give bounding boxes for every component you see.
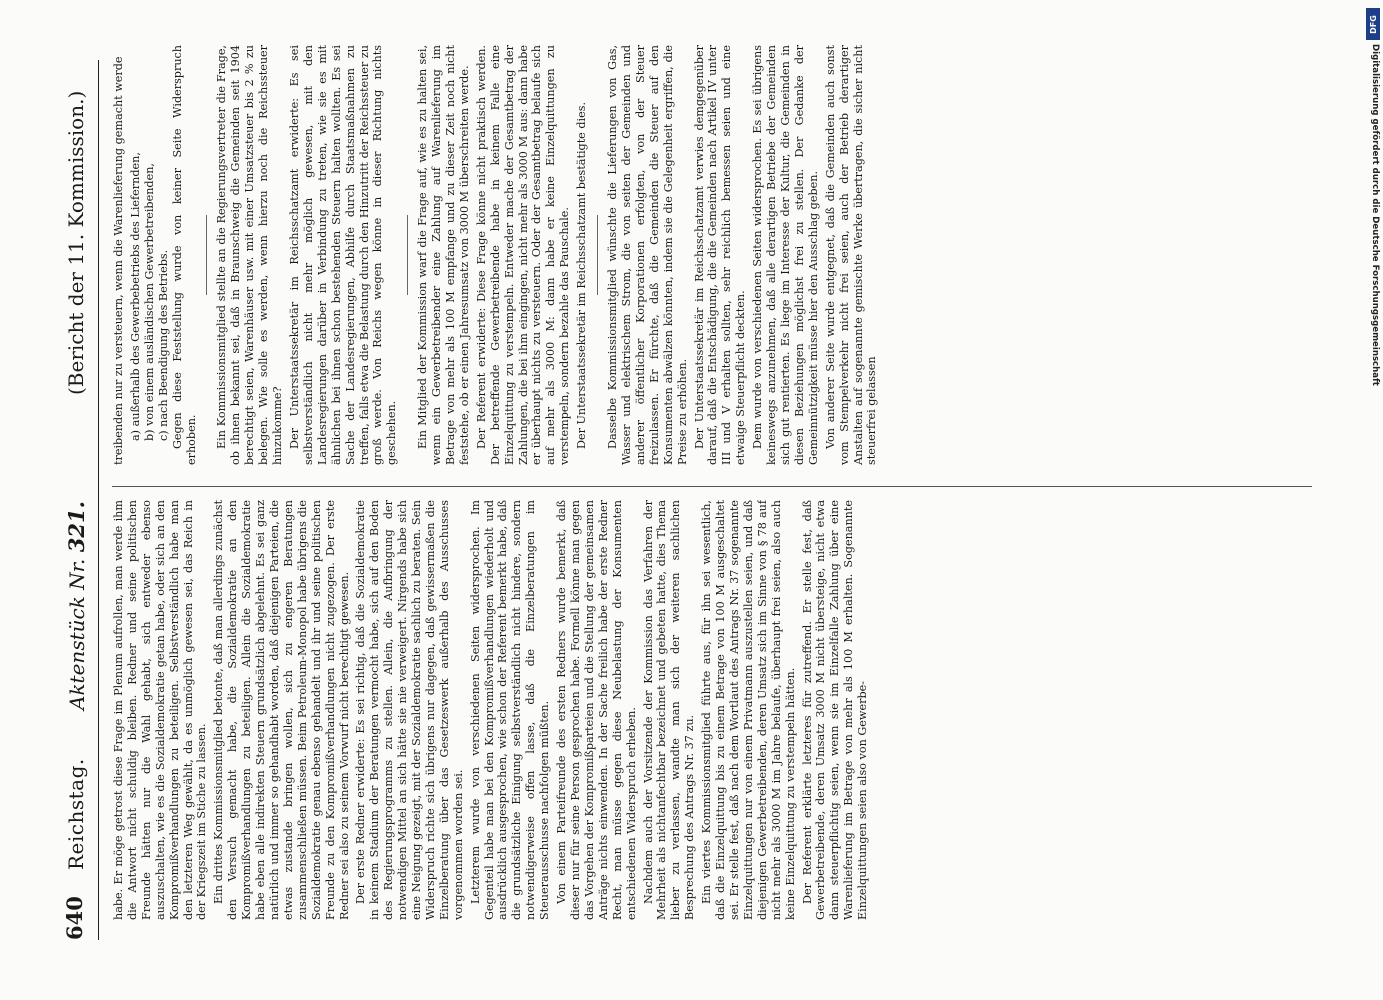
header-left-title: Reichstag. xyxy=(64,758,88,870)
page-number: 640 xyxy=(62,896,87,940)
paragraph: Ein Mitglied der Kommission warf die Frage auf, wie es zu halten sei, wenn ein Gewerbetreibender eine Zahlung auf Warenlieferung im Betrage von mehr als 100 M empfange und zu dieser Zeit noch nicht feststehe, ob er einen Jahresumsatz von 3000 M überschreiten werde. xyxy=(416,45,471,465)
paragraph: Von anderer Seite wurde entgegnet, daß die Gemeinden auch sonst vom Stempelverkehr nicht frei seien, auch der Betrieb derartiger Anstalten auf sogenannte gemischte Werke übertragen, die sicher nicht steuerfrei gelassen xyxy=(823,45,879,465)
right-text-column xyxy=(112,45,1312,465)
paragraph: Nachdem auch der Vorsitzende der Kommission das Verfahren der Mehrheit als nichtanfechtbar bezeichnet und gebeten hatte, dies Thema lieber zu verlassen, wandte man sich der weiteren sachlichen Besprechung des Antrags Nr. 37 zu. xyxy=(641,500,697,920)
paragraph: Der Unterstaatssekretär im Reichsschatzamt erwiderte: Es sei selbstverständlich nicht mehr möglich gewesen, mit den Landesregierungen darüber in Verbindung zu treten, wie sie es mit ähnlichen bei ihnen schon bestehenden Steuern halten wollten. Es sei Sache der Landesregierungen, Abhilfe durch Staatsmaßnahmen zu treffen, falls etwa die Belastung durch den Hinzutritt der Reichssteuer zu groß werde. Von Reichs wegen könne in dieser Richtung nichts geschehen. xyxy=(287,45,399,465)
paragraph: Gegen diese Feststellung wurde von keiner Seite Widerspruch erhoben. xyxy=(170,45,198,465)
paragraph: Dem wurde von verschiedenen Seiten widersprochen. Es sei übrigens keineswegs anzunehmen, daß alle derartigen Betriebe der Gemeinden sich gut rentierten. Es liege im Interesse der Kultur, die Gemeinden in diesen Beziehungen möglichst frei zu stellen. Der Gedanke der Gemeinnützigkeit müsse hier den Ausschlag geben. xyxy=(751,45,820,465)
document-number: 321. xyxy=(64,501,89,553)
list-item: b) von einem ausländischen Gewerbetreibenden, xyxy=(142,163,156,441)
left-text-column xyxy=(112,500,1312,920)
page-header xyxy=(62,60,99,940)
funding-note-text: Digitalisierung gefördert durch die Deutsche Forschungsgemeinschaft xyxy=(1370,44,1380,386)
dfg-logo: DFG xyxy=(1366,8,1380,40)
paragraph: Der erste Redner erwiderte: Es sei richtig, daß die Sozialdemokratie in keinem Stadium der Beratungen vermocht habe, sich auf den Boden des Regierungsprogramms zu stellen. Allein, die Aufbringung der notwendigen Mittel an sich hätte sie nie verweigert. Nirgends habe sich eine Neigung gezeigt, mit der Sozialdemokratie sachlich zu beraten. Sein Widerspruch richte sich übrigens nur dagegen, daß gewissermaßen die Einzelberatung über das Gesetzeswerk außerhalb des Ausschusses vorgenommen worden sei. xyxy=(354,500,465,920)
funding-note xyxy=(1371,44,1381,944)
paragraph: Ein drittes Kommissionsmitglied betonte, daß man allerdings zunächst den Versuch gemacht habe, die Sozialdemokratie an den Kompromißverhandlungen zu beteiligen. Allein die Sozialdemokratie habe eben alle indirekten Steuern grundsätzlich abgelehnt. Es sei ganz natürlich und immer so gehandhabt worden, daß diejenigen Parteien, die etwas zustande bringen wollen, sich zu engeren Beratungen zusammenschließen müssen. Beim Petroleum-Monopol habe übrigens die Sozialdemokratie genau ebenso gehandelt und ihr und seine politischen Freunde zu den Kompromißverhandlungen nicht zugezogen. Der erste Redner sei also zu seinem Vorwurf nicht berechtigt gewesen. xyxy=(212,500,351,920)
paragraph: Letzterem wurde von verschiedenen Seiten widersprochen. Im Gegenteil habe man bei den Kompromißverhandlungen wiederholt und ausdrücklich ausgesprochen, wie schon der Referent bemerkt habe, daß die grundsätzliche Einigung selbstverständlich nicht hindere, sondern notwendigerweise offen lasse, daß die Einzelberatungen im Steuerausschusse nachfolgen müßten. xyxy=(468,500,552,920)
paragraph: Dasselbe Kommissionsmitglied wünschte die Lieferungen von Gas, Wasser und elektrischem Strom, die von seiten der Gemeinden und anderer öffentlicher Korporationen erfolgten, von der Steuer freizulassen. Er fürchte, daß die Gemeinden die Steuer auf den Konsumenten abwälzen könnten, indem sie die Gelegenheit ergriffen, die Preise zu erhöhen. xyxy=(606,45,689,465)
paragraph: Der Referent erklärte letzteres für zutreffend. Er stelle fest, daß Gewerbetreibende, deren Umsatz 3000 M nicht übersteige, nicht etwa dann steuerpflichtig seien, wenn sie im Einzelfalle Zahlung über eine Warenlieferung im Betrage von mehr als 100 M erhalten. Sogenannte Einzelquittungen seien also von Gewerbe- xyxy=(800,500,870,920)
header-document-title xyxy=(64,501,89,710)
section-separator xyxy=(206,215,207,295)
section-separator xyxy=(597,215,598,295)
list-item: c) nach Beendigung des Betriebs. xyxy=(156,249,170,441)
paragraph: Der Unterstaatssekretär im Reichsschatzamt bestätigte dies. xyxy=(575,101,589,449)
section-separator xyxy=(407,215,408,295)
column-divider xyxy=(112,486,1312,487)
paragraph: Der Unterstaatssekretär im Reichsschatzamt verwies demgegenüber darauf, daß die Entschädigung, die die Gemeinden nach Artikel IV unter III und V erhalten sollten, sehr reichlich bemessen seien und eine etwaige Steuerpflicht deckten. xyxy=(692,45,748,465)
list-item: a) außerhalb des Gewerbebetriebs des Liefernden, xyxy=(128,152,142,441)
paragraph: Ein viertes Kommissionsmitglied führte aus, für ihn sei wesentlich, daß die Einzelquittung bis zu einem Betrage von 100 M ausgeschaltet sei. Er stelle fest, daß nach dem Wortlaut des Antrags Nr. 37 sogenannte Einzelquittungen nur von einem Privatmann auszustellen seien, und daß diejenigen Gewerbetreibenden, deren Umsatz sich im Sinne von § 78 auf nicht mehr als 3000 M im Jahre belaufe, überhaupt frei seien, also auch keine Einzelquittung zu verstempeln hätten. xyxy=(700,500,797,920)
header-right-title: (Bericht der 11. Kommission.) xyxy=(64,90,88,395)
document-title-prefix: Aktenstück Nr. xyxy=(65,558,89,710)
paragraph: Ein Kommissionsmitglied stellte an die Regierungsvertreter die Frage, ob ihnen bekannt sei, daß in Braunschweig die Gemeinden seit 1904 berechtigt seien, Warenhäuser usw. mit einer Umsatzsteuer bis 2 % zu belegen. Wie solle es werden, wenn hierzu noch die Reichssteuer hinzukomme? xyxy=(215,45,285,465)
paragraph: Der Referent erwiderte: Diese Frage könne nicht praktisch werden. Der betreffende Gewerbetreibende habe in keinem Falle eine Einzelquittung zu verstempeln. Entweder mache der Gesamtbetrag der Zahlungen, die bei ihm eingingen, nicht mehr als 3000 M aus: dann habe er überhaupt nichts zu versteuern. Oder der Gesamtbetrag belaufe sich auf mehr als 3000 M: dann habe er keine Einzelquittungen zu verstempeln, sondern bezahle das Pauschale. xyxy=(474,45,572,465)
paragraph: habe. Er möge getrost diese Frage im Plenum aufrollen, man werde ihm die Antwort nicht schuldig bleiben. Redner und seine politischen Freunde hätten nur die Wahl gehabt, sich entweder ebenso auszuschalten, wie es die Sozialdemokratie getan habe, oder sich an den Kompromißverhandlungen zu beteiligen. Selbstverständlich habe man den letzteren Weg gewählt, da es unmöglich gewesen sei, das Reich in der Kriegszeit im Stiche zu lassen. xyxy=(112,500,209,920)
paragraph: Von einem Parteifreunde des ersten Redners wurde bemerkt, daß dieser nur für seine Person gesprochen habe. Formell könne man gegen das Vorgehen der Kompromißparteien und die Stellung der gemeinsamen Anträge nichts einwenden. In der Sache freilich habe der erste Redner Recht, man müsse gegen diese Neubelastung der Konsumenten entschiedenen Widerspruch erheben. xyxy=(555,500,638,920)
paragraph: treibenden nur zu versteuern, wenn die Warenlieferung gemacht werde xyxy=(112,56,125,465)
